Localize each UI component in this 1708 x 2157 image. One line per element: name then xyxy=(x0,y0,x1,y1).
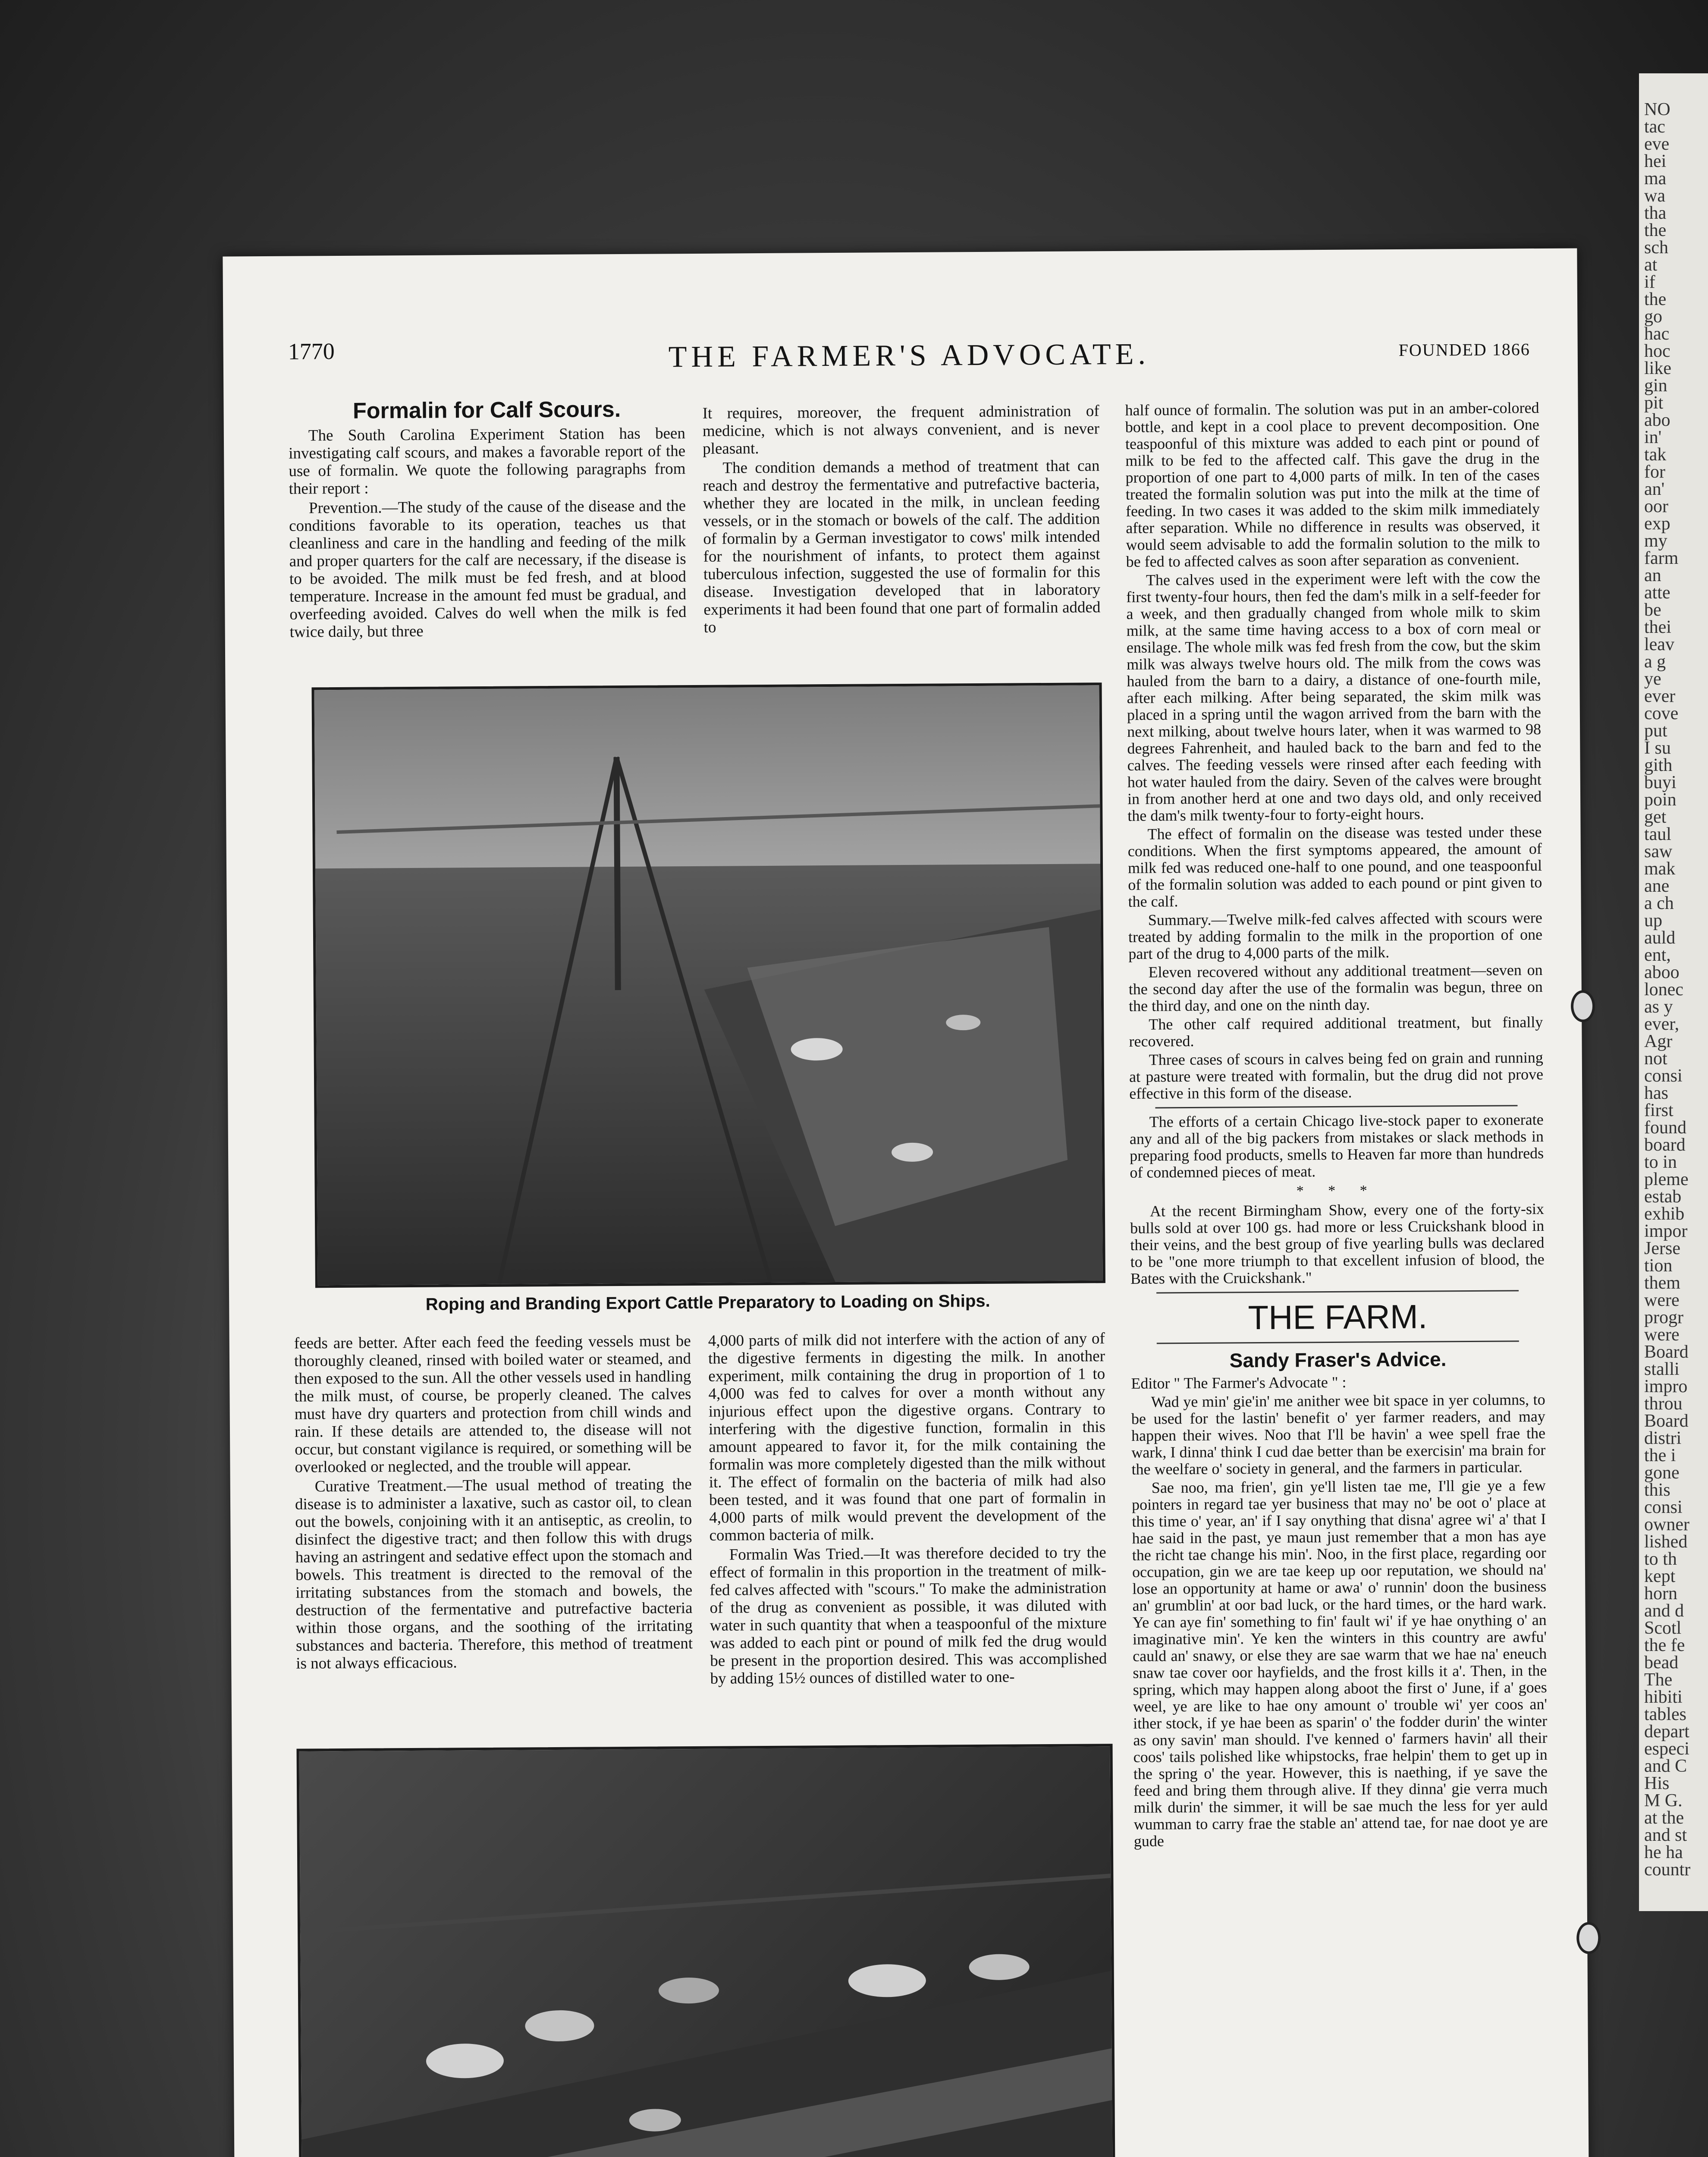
adjacent-page-fragment: and d xyxy=(1644,1601,1684,1621)
adjacent-page-fragment: leav xyxy=(1644,635,1674,654)
adjacent-page-fragment: horn xyxy=(1644,1584,1677,1604)
cattle-loading-photo xyxy=(297,1744,1117,2157)
adjacent-page-fragment: at xyxy=(1644,255,1658,275)
photo-scene xyxy=(299,1746,1114,2157)
article-paragraph: Prevention.—The study of the cause of the disease and the conditions favorable to its operation, teaches us that cleanliness and care in the handling and feeding of the milk and proper quarters for the calf are necessary, if the disease is to be avoided. The milk must be fed fresh, and at blood temperature. Increase in the amount fed must be gradual, and overfeeding avoided. Calves do well when the milk is fed twice daily, but three xyxy=(289,497,687,641)
adjacent-page-fragment: farm xyxy=(1644,548,1679,568)
adjacent-page-fragment: board xyxy=(1644,1135,1686,1155)
adjacent-page-fragment: consi xyxy=(1644,1066,1683,1086)
journal-title: THE FARMER'S ADVOCATE. xyxy=(668,337,1150,374)
adjacent-page-fragment: Jerse xyxy=(1644,1239,1680,1258)
adjacent-page-fragment: taul xyxy=(1644,824,1671,844)
adjacent-page-fragment: mak xyxy=(1644,859,1676,879)
founded-note: FOUNDED 1866 xyxy=(1398,340,1530,360)
adjacent-page-fragment: as y xyxy=(1644,997,1673,1017)
adjacent-page-fragment: progr xyxy=(1644,1308,1683,1327)
divider xyxy=(1155,1105,1517,1108)
adjacent-page-fragment: to th xyxy=(1644,1549,1677,1569)
adjacent-page-fragment: exhib xyxy=(1644,1204,1685,1224)
adjacent-page-fragment: for xyxy=(1644,462,1665,482)
editor-salutation: Editor " The Farmer's Advocate " : xyxy=(1131,1373,1347,1392)
adjacent-page-fragment: first xyxy=(1644,1101,1673,1120)
article-paragraph: The condition demands a method of treatment that can reach and destroy the fermentative and putrefactive bacteria, whether they are located in the milk, in unclean feeding vessels, or in the stomach or bowels of the calf. The addition of formalin by a German investigator to cows' milk intended for the nourishment of infants, to protect them against tuberculous infection, suggested the use of formalin for this disease. Investigation developed that in laboratory experiments it had been found that one part of formalin added to xyxy=(703,457,1101,636)
star-separator: * * * xyxy=(1296,1182,1378,1199)
adjacent-page-fragment: at the xyxy=(1644,1808,1684,1828)
adjacent-page-fragment: especi xyxy=(1644,1739,1689,1759)
page-number: 1770 xyxy=(288,338,335,365)
adjacent-page-fragment: estab xyxy=(1644,1187,1682,1207)
adjacent-page-fragment: abo xyxy=(1644,410,1670,430)
adjacent-page-fragment: buyi xyxy=(1644,773,1677,792)
adjacent-page-fragment: Agr xyxy=(1644,1031,1673,1051)
article-paragraph: Formalin Was Tried.—It was therefore decided to try the effect of formalin in this proportion in the treatment of milk-fed calves affected with "scours." To make the administration of the drug as convenient as possible, it was diluted with water in such quantity that when a teaspoonful of the mixture was added to each pint or pound of milk fed the drug would be present in the proportion desired. This was accomplished by adding 15½ ounces of distilled water to one- xyxy=(709,1544,1107,1688)
adjacent-page-fragment: hoc xyxy=(1644,341,1670,361)
adjacent-page-fragment: wa xyxy=(1644,186,1665,206)
adjacent-page-fragment: ever xyxy=(1644,686,1676,706)
adjacent-page-fragment: hac xyxy=(1644,324,1670,344)
divider xyxy=(1156,1290,1519,1293)
letter-title: Sandy Fraser's Advice. xyxy=(1229,1348,1447,1372)
article-paragraph: Summary.—Twelve milk-fed calves affected with scours were treated by adding formalin to the milk in the proportion of one part of the drug to 4,000 parts of the milk. xyxy=(1128,909,1543,962)
adjacent-page-fragment: ma xyxy=(1644,169,1667,189)
adjacent-page-fragment: not xyxy=(1644,1049,1667,1069)
adjacent-page-fragment: the xyxy=(1644,220,1667,240)
adjacent-page-fragment: lonec xyxy=(1644,980,1683,1000)
adjacent-page-fragment: NO xyxy=(1644,100,1670,119)
adjacent-page-fragment: get xyxy=(1644,807,1667,827)
adjacent-page-fragment: and st xyxy=(1644,1825,1687,1845)
adjacent-page-fragment: like xyxy=(1644,358,1671,378)
adjacent-page-fragment: bead xyxy=(1644,1653,1679,1673)
letter-paragraph: Sae noo, ma frien', gin ye'll listen tae me, I'll gie ye a few pointers in regard tae yer business that may no' be oot o' place at this time o' year, an' if I say onything that disna' agree wi' a' that I hae said in the past, ye maun just remember that a mon has aye the richt tae change his min'. Noo, in the first place, regarding oor occupation, gin we are tae keep up oor reputation, we should na' lose an opportunity at hame or awa' o' runnin' doon the business an' grumblin' at oor bad luck, or the hard times, or the hard wark. Ye can aye fin' something to fin' fault wi' if ye hae onything o' an imaginative min'. Ye ken the winters in this country are awfu' cauld an' snawy, or else they are sae warm that we hae na' eneuch snaw tae cover oor hayfields, and the frost kills it a'. Then, in the spring, which may happen along aboot the first o' June, if a' goes weel, ye are like to hae ony amount o' trouble wi' yer coos an' ither stock, if ye hae been as sparin' o' the fodder durin' the winter as ony savin' man should. I've kenned o' farmers havin' all their coos' tails polished like whipstocks, frae helpin' them to get up in the spring o' the year. However, this is naething, if ye save the feed and bring them through alive. If they dinna' gie verra much milk durin' the simmer, it will be sae much the less for yer auld wumman to carry frae the stable an' attend tae, for nae doot ye are gude xyxy=(1131,1476,1548,1850)
adjacent-page-fragment: thei xyxy=(1644,617,1671,637)
adjacent-page-fragment: I su xyxy=(1644,738,1671,758)
birmingham-note: At the recent Birmingham Show, every one of the forty-six bulls sold at over 100 gs. had more or less Cruickshank blood in their veins, and the best group of five yearling bulls was declared to be "one more triumph to that excellent infusion of blood, the Bates with the Cruickshank." xyxy=(1130,1200,1545,1287)
adjacent-page-fragment: tha xyxy=(1644,203,1667,223)
adjacent-page-fragment: impro xyxy=(1644,1377,1688,1396)
adjacent-page-fragment: M G. xyxy=(1644,1791,1683,1811)
adjacent-page-fragment: stalli xyxy=(1644,1359,1680,1379)
adjacent-page-fragment: the fe xyxy=(1644,1635,1685,1655)
adjacent-page-fragment: ent, xyxy=(1644,945,1671,965)
adjacent-page-fragment: countr xyxy=(1644,1860,1691,1880)
adjacent-page-fragment: exp xyxy=(1644,514,1670,534)
letter-paragraph: Wad ye min' gie'in' me anither wee bit space in yer columns, to be used for the lastin' benefit o' yer farmer readers, and may happen their wives. Noo that I'll be havin' a wee spell frae the wark, I dinna' think I cud dae better than be exercisin' ma brain for the weelfare o' society in general, and the farmers in particular. xyxy=(1131,1390,1546,1478)
adjacent-page-fragment: gith xyxy=(1644,755,1673,775)
adjacent-page-fragment: to in xyxy=(1644,1152,1677,1172)
article-column-1-top xyxy=(288,396,686,643)
adjacent-page-fragment: put xyxy=(1644,721,1667,741)
article-column-2-top xyxy=(702,402,1100,638)
adjacent-page-fragment: and C xyxy=(1644,1756,1687,1776)
adjacent-page-fragment: Board xyxy=(1644,1411,1689,1431)
adjacent-page-fragment: cove xyxy=(1644,704,1679,723)
adjacent-page-fragment: the xyxy=(1644,289,1667,309)
cattle-roping-photo xyxy=(311,682,1105,1288)
adjacent-page-fragment: The xyxy=(1644,1670,1673,1690)
adjacent-page-fragment: found xyxy=(1644,1118,1686,1138)
adjacent-page-fragment: owner xyxy=(1644,1515,1689,1534)
adjacent-page-fragment: saw xyxy=(1644,842,1673,862)
article-paragraph: half ounce of formalin. The solution was put in an amber-colored bottle, and kept in a cool place to prevent decomposition. One teaspoonful of this mixture was added to each pint or pound of milk to be fed to the affected calf. This gave the drug in the proportion of one part to 4,000 parts of milk. In ten of the cases treated the formalin solution was put into the milk at the time of feeding. In two cases it was added to the skim milk immediately after separation. While no difference in results was observed, it would seem advisable to add the formalin solution to the milk to be fed to affected calves as soon after separation as convenient. xyxy=(1125,399,1540,570)
adjacent-page-fragment: ye xyxy=(1644,669,1661,689)
adjacent-page-fragment: be xyxy=(1644,600,1661,620)
adjacent-page-fragment: tac xyxy=(1644,117,1665,137)
adjacent-page-fragment: hibiti xyxy=(1644,1687,1683,1707)
adjacent-page-fragment: ever, xyxy=(1644,1014,1680,1034)
article-paragraph: Three cases of scours in calves being fed on grain and running at pasture were treated with formalin, but the drug did not prove effective in this form of the disease. xyxy=(1129,1048,1544,1102)
adjacent-page-fragment: eve xyxy=(1644,134,1670,154)
adjacent-page-fragment: Board xyxy=(1644,1342,1689,1362)
adjacent-page-fragment: throu xyxy=(1644,1394,1683,1414)
adjacent-page-fragment: pit xyxy=(1644,393,1664,413)
adjacent-page-fragment: kept xyxy=(1644,1566,1676,1586)
article-column-2-bottom xyxy=(708,1330,1107,1689)
adjacent-page-fragment: pleme xyxy=(1644,1170,1689,1189)
article-column-1-bottom xyxy=(294,1332,693,1674)
adjacent-page-fragment: the i xyxy=(1644,1446,1676,1465)
adjacent-page-fragment: tak xyxy=(1644,445,1667,465)
page-header xyxy=(288,330,1531,386)
binding-hole xyxy=(1571,990,1595,1022)
newspaper-page xyxy=(223,248,1589,2157)
adjacent-page-fragment: a g xyxy=(1644,652,1666,672)
adjacent-page-fragment: consi xyxy=(1644,1497,1683,1517)
chicago-note: The efforts of a certain Chicago live-stock paper to exonerate any and all of the big packers from mistakes or slack methods in preparing food products, smells to Heaven far more than hundreds of condemned pieces of meat. xyxy=(1129,1110,1544,1181)
adjacent-page-fragment: auld xyxy=(1644,928,1676,948)
article-paragraph: It requires, moreover, the frequent administration of medicine, which is not always convenient, and is never pleasant. xyxy=(702,402,1099,458)
adjacent-page-fragment: gone xyxy=(1644,1463,1680,1483)
adjacent-page-fragment: them xyxy=(1644,1273,1680,1293)
article-title: Formalin for Calf Scours. xyxy=(352,397,621,424)
adjacent-page-fragment: my xyxy=(1644,531,1667,551)
adjacent-page-fragment: tion xyxy=(1644,1256,1673,1276)
section-title-the-farm: THE FARM. xyxy=(1248,1297,1428,1337)
article-paragraph: The effect of formalin on the disease was tested under these conditions. When the first symptoms appeared, the amount of milk fed was reduced one-half to one pound, and one teaspoonful of the formalin solution was added to each pound or pint given to the calf. xyxy=(1127,823,1542,910)
adjacent-page-fragment: gin xyxy=(1644,376,1667,396)
photo-scene xyxy=(314,685,1103,1285)
divider xyxy=(1157,1340,1519,1344)
article-column-3 xyxy=(1125,399,1548,1852)
adjacent-page-fragment: up xyxy=(1644,911,1662,931)
article-paragraph: 4,000 parts of milk did not interfere with the action of any of the digestive ferments in digesting the milk. In another experiment, milk containing the drug in proportion of 1 to 4,000 was fed to calves for over a month without any injurious effect upon the digestive organs. Contrary to interfering with the digestive function, formalin in this amount appeared to favor it, for the milk containing the formalin was more completely digested than the milk without it. The effect of formalin on the bacteria of milk had also been tested, and it was found that one part of formalin in 4,000 parts of milk would prevent the development of the common bacteria of milk. xyxy=(708,1330,1106,1544)
article-paragraph: The other calf required additional treatment, but finally recovered. xyxy=(1129,1013,1543,1050)
binding-hole xyxy=(1576,1922,1601,1954)
adjacent-page-fragment: were xyxy=(1644,1290,1680,1310)
article-paragraph: feeds are better. After each feed the feeding vessels must be thoroughly cleaned, rinsed with boiled water or steamed, and then exposed to the sun. All the other vessels used in handling the milk must, of course, be properly cleaned. The calves must have dry quarters and protection from chill winds and rain. If these details are attended to, the disease will not occur, but constant vigilance is required, or something will be overlooked or neglected, and the trouble will appear. xyxy=(294,1332,692,1476)
adjacent-page-fragment: in' xyxy=(1644,428,1662,447)
article-paragraph: The calves used in the experiment were left with the cow the first twenty-four hours, then fed the dam's milk in a self-feeder for a week, and then gradually changed from whole milk to skim milk, at the same time having access to a box of corn meal or ensilage. The whole milk was fed fresh from the cow, but the skim milk was always twelve hours old. The milk from the cows was hauled from the barn to a dairy, a distance of one-fourth mile, after each milking. After being separated, the skim milk was placed in a spring until the wagon arrived from the barn with the next milking, about twelve hours later, when it was warmed to 98 degrees Fahrenheit, and hauled back to the barn and fed to the calves. The feeding vessels were rinsed after each feeding with hot water hauled from the dairy. Seven of the calves were brought in from another herd at one and two days old, and only received the dam's milk twenty-four to forty-eight hours. xyxy=(1126,569,1542,824)
adjacent-page-fragment: poin xyxy=(1644,790,1677,810)
adjacent-page-fragment: aboo xyxy=(1644,962,1680,982)
adjacent-page-edge xyxy=(1639,73,1708,1911)
adjacent-page-fragment: His xyxy=(1644,1773,1670,1793)
adjacent-page-fragment: depart xyxy=(1644,1722,1689,1742)
adjacent-page-fragment: this xyxy=(1644,1480,1670,1500)
adjacent-page-fragment: tables xyxy=(1644,1704,1686,1724)
article-paragraph: The South Carolina Experiment Station has been investigating calf scours, and makes a favorable report of the use of formalin. We quote the following paragraphs from their report : xyxy=(289,424,686,498)
adjacent-page-fragment: go xyxy=(1644,307,1662,327)
adjacent-page-fragment: an' xyxy=(1644,479,1665,499)
adjacent-page-fragment: atte xyxy=(1644,583,1670,603)
adjacent-page-fragment: lished xyxy=(1644,1532,1688,1552)
adjacent-page-fragment: if xyxy=(1644,272,1655,292)
photo1-caption: Roping and Branding Export Cattle Preparatory to Loading on Ships. xyxy=(425,1291,990,1314)
adjacent-page-fragment: hei xyxy=(1644,151,1667,171)
adjacent-page-fragment: oor xyxy=(1644,497,1668,516)
adjacent-page-fragment: were xyxy=(1644,1325,1680,1345)
article-paragraph: Eleven recovered without any additional treatment—seven on the second day after the use of the formalin was begun, three on the third day, and one on the ninth day. xyxy=(1128,961,1543,1015)
adjacent-page-fragment: a ch xyxy=(1644,893,1674,913)
adjacent-page-fragment: impor xyxy=(1644,1221,1688,1241)
article-paragraph: Curative Treatment.—The usual method of treating the disease is to administer a laxative, such as castor oil, to clean out the bowels, conjoining with it an antiseptic, as creolin, to disinfect the digestive tract; and then follow this with drugs having an astringent and sedative effect upon the stomach and bowels. This treatment is directed to the removal of the irritating substances from the stomach and bowels, the destruction of the fermentative and putrefactive bacteria within those organs, and the soothing of the irritating substances and bacteria. Therefore, this method of treatment is not always efficacious. xyxy=(295,1475,693,1673)
adjacent-page-fragment: Scotl xyxy=(1644,1618,1682,1638)
adjacent-page-fragment: sch xyxy=(1644,238,1668,258)
adjacent-page-fragment: has xyxy=(1644,1083,1668,1103)
adjacent-page-fragment: ane xyxy=(1644,876,1670,896)
adjacent-page-fragment: an xyxy=(1644,566,1661,585)
adjacent-page-fragment: distri xyxy=(1644,1428,1682,1448)
adjacent-page-fragment: he ha xyxy=(1644,1843,1683,1862)
